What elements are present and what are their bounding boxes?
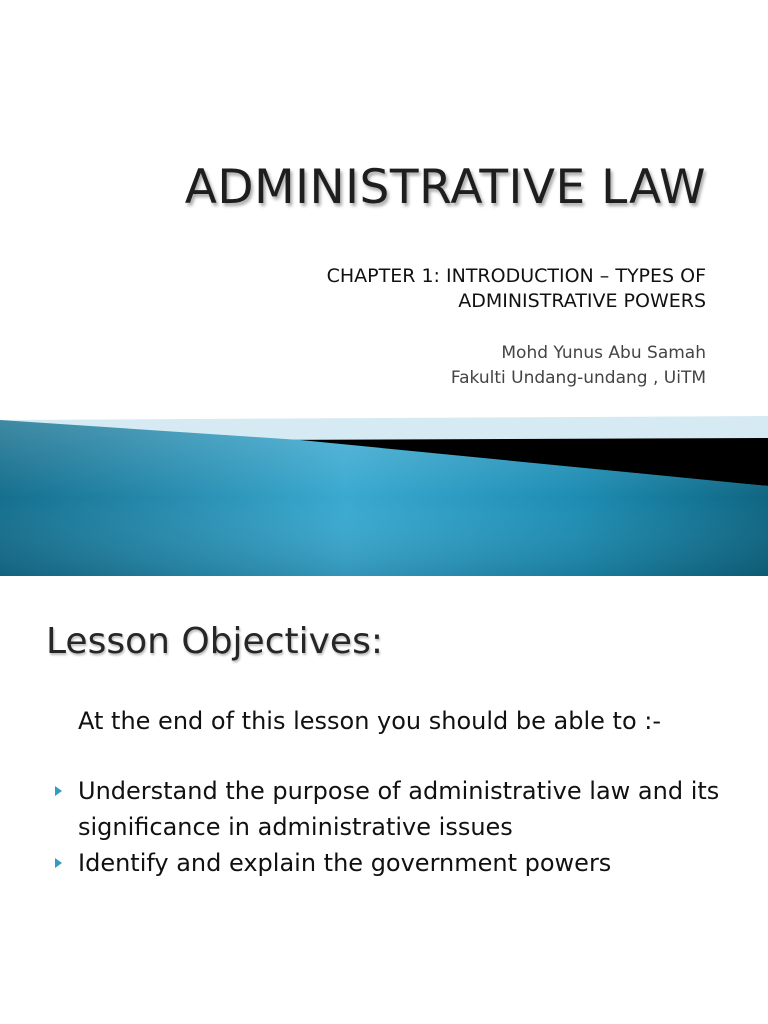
objectives-slide: [0, 576, 768, 1024]
subtitle-line: CHAPTER 1: INTRODUCTION – TYPES OF: [326, 265, 706, 287]
list-item: [50, 773, 740, 845]
bullet-text: Identify and explain the government powers: [78, 849, 612, 877]
intro-text: At the end of this lesson you should be able to :-: [78, 707, 662, 735]
subtitle-line: ADMINISTRATIVE POWERS: [458, 290, 706, 312]
decorative-wave-band: [0, 380, 768, 576]
objectives-list: [50, 773, 740, 881]
author-affiliation: Fakulti Undang-undang , UiTM: [450, 368, 706, 388]
author-name: Mohd Yunus Abu Samah: [501, 343, 706, 363]
presentation-title: ADMINISTRATIVE LAW: [184, 160, 706, 215]
slide-heading: Lesson Objectives:: [46, 621, 383, 662]
bullet-text: Understand the purpose of administrative law and its significance in administrative issues: [78, 777, 720, 841]
list-item: [50, 845, 740, 881]
triangle-right-icon: [55, 858, 62, 868]
chapter-subtitle: [146, 264, 706, 314]
triangle-right-icon: [55, 786, 62, 796]
